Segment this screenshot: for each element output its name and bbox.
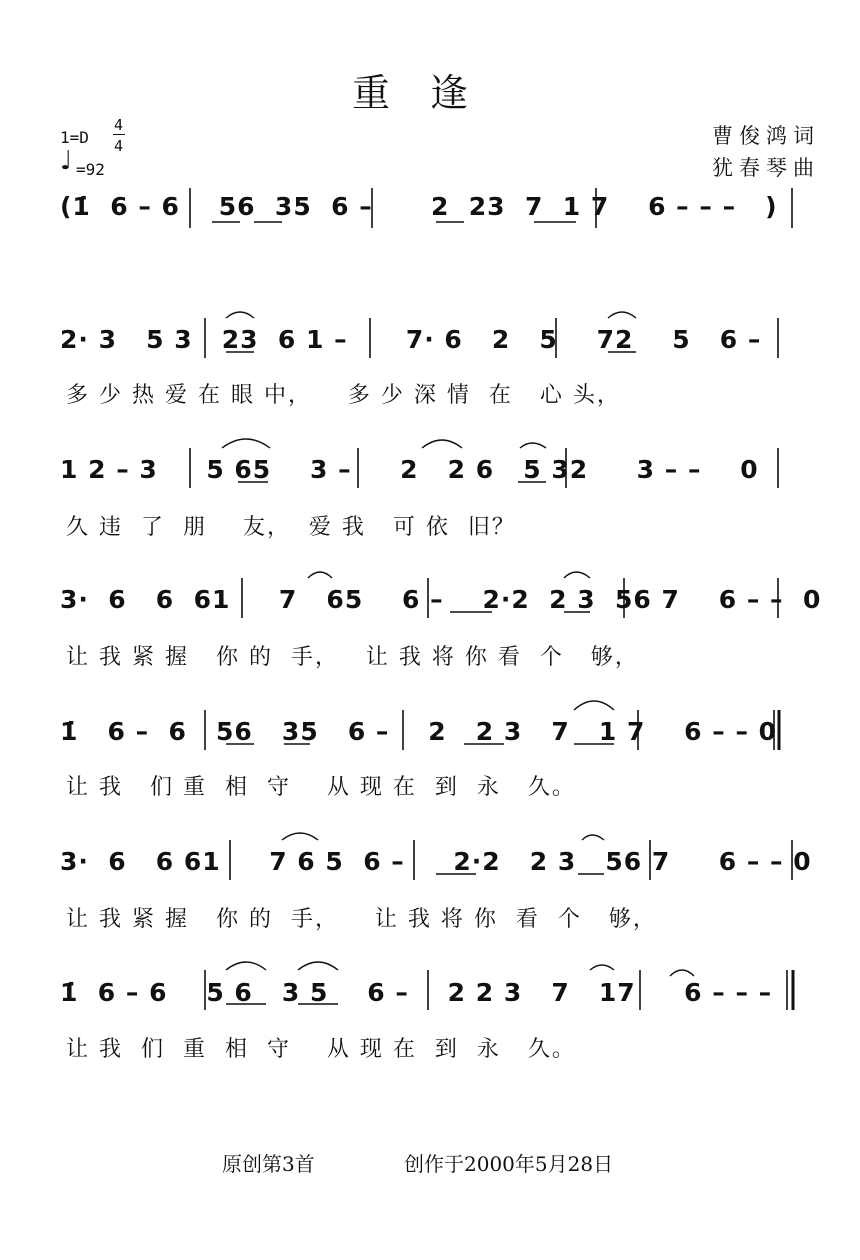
notation-row-4: 1̇ 6 – 6 56 35 6 – 2 2 3 7 1 7 6 – – 0 [60,717,778,746]
lyric-row-5: 让 我 紧 握 你 的 手， 让 我 将 你 看 个 够， [66,907,657,932]
time-signature-top: 4 [114,116,124,134]
time-signature-bar [113,134,125,135]
notation-row-6: 1̇ 6 – 6 5 6 3 5 6 – 2 2 3 7 17 6 – – – [60,978,773,1007]
intro-line: (1̇ 6 – 6 56 35 6 – 2 23 7 1 7 6 – – – ) [60,192,778,221]
song-title: 重逢 [351,71,508,115]
lyric-row-6: 让 我 们 重 相 守 从 现 在 到 永 久。 [66,1037,576,1062]
lyric-row-4: 让 我 们 重 相 守 从 现 在 到 永 久。 [66,775,576,800]
tempo-marking: =92 [76,160,105,179]
time-signature-bottom: 4 [114,137,124,155]
lyric-row-3: 让 我 紧 握 你 的 手， 让 我 将 你 看 个 够， [66,645,639,670]
key-signature: 1=D [60,128,89,147]
footer-original-count: 原创第3首 [222,1152,315,1176]
notation-row-5: 3· 6 6 61 7 6 5 6 – 2·2 2 3 56 7 6 – – 0 [60,847,812,876]
lyric-row-2: 久 违 了 朋 友， 爱 我 可 依 旧？ [66,515,516,540]
footer-date: 创作于2000年5月28日 [404,1152,614,1176]
notation-row-3: 3· 6 6 61 7 65 6 – 2·2 2 3 56 7 6 – – 0 [60,585,822,614]
notation-row-1: 2· 3 5 3 23 6 1 – 7· 6 2 5 72 5 6 – [60,325,762,354]
quarter-note-icon: ♩ [60,146,73,176]
lyric-row-1: 多 少 热 爱 在 眼 中， 多 少 深 情 在 心 头， [66,383,621,408]
composer-credit: 犹春琴曲 [712,156,820,180]
notation-row-2: 1 2 – 3 5 65 3 – 2 2 6 5 32 3 – – 0 [60,455,759,484]
lyricist-credit: 曹俊鸿词 [712,124,820,148]
